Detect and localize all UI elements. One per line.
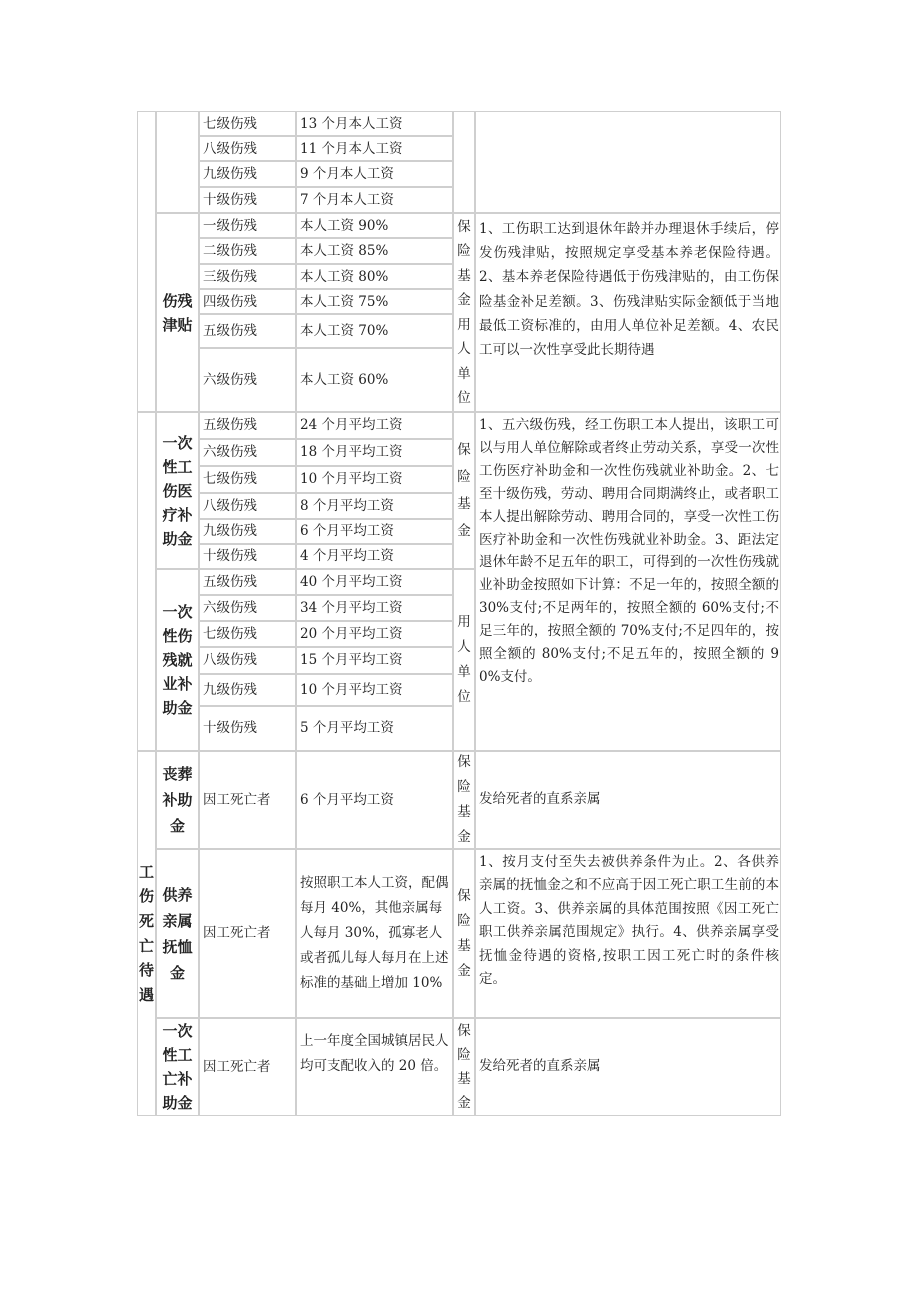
level-cell: 十级伤残 [199, 706, 296, 751]
source-cell-empty [453, 111, 475, 213]
source-cell: 保险基金用人单位 [453, 213, 475, 412]
level-cell: 七级伤残 [199, 466, 296, 493]
amount-cell: 本人工资 70% [296, 314, 453, 348]
benefits-table [137, 111, 781, 1116]
notes-cell: 1、五六级伤残，经工伤职工本人提出，该职工可以与用人单位解除或者终止劳动关系，享受一次性工伤医疗补助金和一次性伤残就业补助金。2、七至十级伤残，劳动、聘用合同期满终止，或者职工本人提出解除劳动、聘用合同的，享受一次性工伤医疗补助金和一次性伤残就业补助金。3、距法定退休年龄不足五年的职工，可得到的一次性伤残就业补助金按照如下计算：不足一年的，按照全额的 30%支付;不足两年的，按照全额的 60%支付;不足三年的，按照全额的 70%支付;不足四年的，按照全额的 80%支付;不足五年的，按照全额的 90%支付。 [475, 412, 781, 751]
level-cell: 八级伤残 [199, 647, 296, 674]
notes-cell-empty [475, 111, 781, 213]
source-cell: 保险基金 [453, 1018, 475, 1116]
level-cell: 十级伤残 [199, 187, 296, 213]
category-cell-employment: 一次性伤残就业补助金 [156, 569, 199, 751]
level-cell: 三级伤残 [199, 264, 296, 289]
amount-cell: 40 个月平均工资 [296, 569, 453, 595]
amount-cell: 本人工资 85% [296, 238, 453, 264]
section-cell-disability [137, 111, 156, 412]
level-cell: 一级伤残 [199, 213, 296, 238]
source-cell: 保险基金 [453, 412, 475, 569]
level-cell: 二级伤残 [199, 238, 296, 264]
level-cell: 四级伤残 [199, 289, 296, 314]
amount-cell: 15 个月平均工资 [296, 647, 453, 674]
amount-cell: 5 个月平均工资 [296, 706, 453, 751]
subject-cell: 因工死亡者 [199, 1018, 296, 1116]
level-cell: 六级伤残 [199, 348, 296, 412]
level-cell: 十级伤残 [199, 544, 296, 569]
section-cell-lump [137, 412, 156, 751]
amount-cell: 34 个月平均工资 [296, 595, 453, 621]
amount-cell: 8 个月平均工资 [296, 493, 453, 519]
notes-cell: 1、按月支付至失去被供养条件为止。2、各供养亲属的抚恤金之和不应高于因工死亡职工生前的本人工资。3、供养亲属的具体范围按照《因工死亡职工供养亲属范围规定》执行。4、供养亲属享受抚恤金待遇的资格,按职工因工死亡时的条件核定。 [475, 849, 781, 1018]
amount-cell: 20 个月平均工资 [296, 621, 453, 647]
source-cell: 保险基金 [453, 849, 475, 1018]
level-cell: 六级伤残 [199, 595, 296, 621]
amount-cell: 上一年度全国城镇居民人均可支配收入的 20 倍。 [296, 1018, 453, 1116]
amount-cell: 本人工资 75% [296, 289, 453, 314]
amount-cell: 本人工资 90% [296, 213, 453, 238]
amount-cell: 11 个月本人工资 [296, 136, 453, 161]
amount-cell: 本人工资 80% [296, 264, 453, 289]
level-cell: 五级伤残 [199, 314, 296, 348]
notes-cell: 1、工伤职工达到退休年龄并办理退休手续后，停发伤残津贴，按照规定享受基本养老保险待遇。2、基本养老保险待遇低于伤残津贴的，由工伤保险基金补足差额。3、伤残津贴实际金额低于当地最低工资标准的，由用人单位补足差额。4、农民工可以一次性享受此长期待遇 [475, 213, 781, 412]
level-cell: 九级伤残 [199, 161, 296, 187]
source-cell: 保险基金 [453, 751, 475, 849]
level-cell: 七级伤残 [199, 111, 296, 136]
category-cell-allowance: 伤残津贴 [156, 213, 199, 412]
subject-cell: 因工死亡者 [199, 849, 296, 1018]
notes-cell: 发给死者的直系亲属 [475, 1018, 781, 1116]
category-cell-medical: 一次性工伤医疗补助金 [156, 412, 199, 569]
notes-cell: 发给死者的直系亲属 [475, 751, 781, 849]
category-cell-funeral: 丧葬补助金 [156, 751, 199, 849]
amount-cell: 24 个月平均工资 [296, 412, 453, 439]
amount-cell: 7 个月本人工资 [296, 187, 453, 213]
category-cell-continued [156, 111, 199, 213]
level-cell: 五级伤残 [199, 569, 296, 595]
amount-cell: 10 个月平均工资 [296, 466, 453, 493]
amount-cell: 10 个月平均工资 [296, 674, 453, 706]
level-cell: 九级伤残 [199, 674, 296, 706]
category-cell-pension: 供养亲属抚恤金 [156, 849, 199, 1018]
category-cell-death-grant: 一次性工亡补助金 [156, 1018, 199, 1116]
amount-cell: 4 个月平均工资 [296, 544, 453, 569]
amount-cell: 18 个月平均工资 [296, 439, 453, 466]
amount-cell: 9 个月本人工资 [296, 161, 453, 187]
source-cell: 用人单位 [453, 569, 475, 751]
level-cell: 五级伤残 [199, 412, 296, 439]
amount-cell: 本人工资 60% [296, 348, 453, 412]
amount-cell: 6 个月平均工资 [296, 751, 453, 849]
amount-cell: 6 个月平均工资 [296, 519, 453, 544]
subject-cell: 因工死亡者 [199, 751, 296, 849]
level-cell: 九级伤残 [199, 519, 296, 544]
amount-cell: 按照职工本人工资，配偶每月 40%，其他亲属每人每月 30%，孤寡老人或者孤儿每人每月在上述标准的基础上增加 10% [296, 849, 453, 1018]
level-cell: 七级伤残 [199, 621, 296, 647]
level-cell: 六级伤残 [199, 439, 296, 466]
level-cell: 八级伤残 [199, 493, 296, 519]
section-cell-death: 工伤死亡待遇 [137, 751, 156, 1116]
amount-cell: 13 个月本人工资 [296, 111, 453, 136]
level-cell: 八级伤残 [199, 136, 296, 161]
